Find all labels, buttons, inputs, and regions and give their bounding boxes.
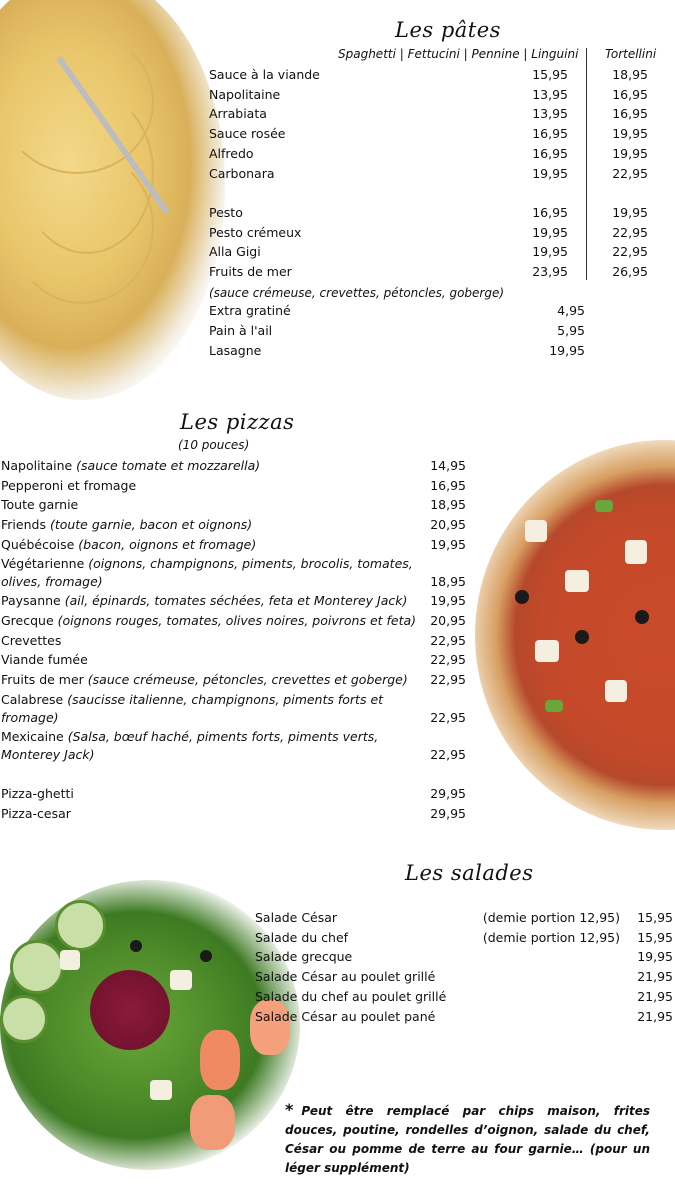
item-price: 19,95 <box>430 537 466 552</box>
item-name: Salade grecque <box>255 949 353 964</box>
item-name: Friends <box>1 517 46 532</box>
item-price: 20,95 <box>430 517 466 532</box>
item-price: 23,95 <box>532 264 568 279</box>
item-name: Salade du chef au poulet grillé <box>255 989 447 1004</box>
item-price: 19,95 <box>549 343 585 358</box>
item-description: (bacon, oignons et fromage) <box>78 537 257 552</box>
item-description: (sauce crémeuse, pétoncles, crevettes et goberge) <box>87 672 408 687</box>
item-name: Québécoise <box>1 537 75 552</box>
item-price: 13,95 <box>532 106 568 121</box>
item-price: 19,95 <box>612 205 648 220</box>
item-price: 15,95 <box>532 67 568 82</box>
item-price: 16,95 <box>532 146 568 161</box>
pasta-col2-header: Tortellini <box>605 47 657 61</box>
item-description-cont: Monterey Jack) <box>1 747 95 762</box>
footnote <box>285 1100 650 1178</box>
item-price: 22,95 <box>430 672 466 687</box>
item-name: Pizza-ghetti <box>1 786 74 801</box>
item-name: Grecque <box>1 613 54 628</box>
item-name: Lasagne <box>209 343 262 358</box>
item-price: 19,95 <box>612 146 648 161</box>
item-price: 4,95 <box>557 303 585 318</box>
item-price: 22,95 <box>430 652 466 667</box>
item-name: Salade César <box>255 910 338 925</box>
item-description-cont: olives, fromage) <box>1 574 103 589</box>
item-description: (ail, épinards, tomates séchées, feta et Monterey Jack) <box>64 593 408 608</box>
item-name: Calabrese <box>1 692 64 707</box>
item-name: Pain à l'ail <box>209 323 273 338</box>
item-name: Salade César au poulet pané <box>255 1009 436 1024</box>
half-portion-price: (demie portion 12,95) <box>482 930 620 945</box>
pasta-plate-image <box>0 0 225 400</box>
footnote-star: * <box>285 1100 294 1119</box>
item-price: 26,95 <box>612 264 648 279</box>
item-price: 13,95 <box>532 87 568 102</box>
item-price: 16,95 <box>612 106 648 121</box>
item-price: 22,95 <box>612 244 648 259</box>
item-description-cont: fromage) <box>1 710 59 725</box>
item-price: 22,95 <box>612 225 648 240</box>
item-price: 21,95 <box>637 989 673 1004</box>
pizza-image <box>475 440 675 830</box>
item-price: 19,95 <box>532 225 568 240</box>
item-price: 14,95 <box>430 458 466 473</box>
item-name: Extra gratiné <box>209 303 291 318</box>
item-name: Sauce rosée <box>209 126 286 141</box>
item-price: 18,95 <box>430 497 466 512</box>
footnote-text: Peut être remplacé par chips maison, frites douces, poutine, rondelles d’oignon, salade du chef, César ou pomme de terre au four garnie… (pour un léger supplément) <box>285 1104 650 1175</box>
item-price: 20,95 <box>430 613 466 628</box>
item-price: 19,95 <box>637 949 673 964</box>
pizza-subtitle: (10 pouces) <box>178 438 250 452</box>
item-price: 15,95 <box>637 930 673 945</box>
item-price: 19,95 <box>532 244 568 259</box>
column-divider <box>586 48 587 280</box>
item-price: 16,95 <box>430 478 466 493</box>
pizza-title: Les pizzas <box>180 410 295 434</box>
item-name: Sauce à la viande <box>209 67 320 82</box>
salads-title: Les salades <box>405 861 534 885</box>
item-name: Crevettes <box>1 633 62 648</box>
item-price: 19,95 <box>430 593 466 608</box>
item-price: 22,95 <box>612 166 648 181</box>
item-price: 18,95 <box>430 574 466 589</box>
pasta-title: Les pâtes <box>395 18 501 42</box>
item-name: Pesto <box>209 205 243 220</box>
item-description: (Salsa, bœuf haché, piments forts, piments verts, <box>67 729 379 744</box>
item-price: 22,95 <box>430 747 466 762</box>
item-price: 18,95 <box>612 67 648 82</box>
item-name: Viande fumée <box>1 652 88 667</box>
item-name: Paysanne <box>1 593 61 608</box>
item-name: Napolitaine <box>209 87 281 102</box>
item-name: Mexicaine <box>1 729 64 744</box>
item-name: Alfredo <box>209 146 254 161</box>
item-price: 15,95 <box>637 910 673 925</box>
item-description: (sauce tomate et mozzarella) <box>76 458 261 473</box>
pasta-col1-header: Spaghetti | Fettucini | Pennine | Linguini <box>338 47 579 61</box>
item-price: 16,95 <box>612 87 648 102</box>
item-description: (oignons, champignons, piments, brocolis, tomates, <box>88 556 413 571</box>
item-price: 16,95 <box>532 126 568 141</box>
item-name: Végétarienne <box>1 556 85 571</box>
item-description: (toute garnie, bacon et oignons) <box>49 517 253 532</box>
fruits-de-mer-note: (sauce crémeuse, crevettes, pétoncles, goberge) <box>209 286 505 300</box>
item-name: Toute garnie <box>1 497 79 512</box>
item-name: Alla Gigi <box>209 244 261 259</box>
item-name: Napolitaine <box>1 458 73 473</box>
item-price: 29,95 <box>430 806 466 821</box>
item-description: (oignons rouges, tomates, olives noires, poivrons et feta) <box>57 613 417 628</box>
item-name: Fruits de mer <box>209 264 292 279</box>
item-name: Fruits de mer <box>1 672 84 687</box>
item-price: 16,95 <box>532 205 568 220</box>
item-price: 21,95 <box>637 969 673 984</box>
item-name: Salade César au poulet grillé <box>255 969 436 984</box>
item-price: 19,95 <box>532 166 568 181</box>
item-name: Carbonara <box>209 166 275 181</box>
item-name: Salade du chef <box>255 930 349 945</box>
item-price: 29,95 <box>430 786 466 801</box>
item-price: 19,95 <box>612 126 648 141</box>
item-name: Pesto crémeux <box>209 225 302 240</box>
item-name: Arrabiata <box>209 106 267 121</box>
item-price: 22,95 <box>430 633 466 648</box>
item-price: 21,95 <box>637 1009 673 1024</box>
item-price: 22,95 <box>430 710 466 725</box>
item-name: Pizza-cesar <box>1 806 71 821</box>
item-price: 5,95 <box>557 323 585 338</box>
half-portion-price: (demie portion 12,95) <box>482 910 620 925</box>
item-name: Pepperoni et fromage <box>1 478 137 493</box>
item-description: (saucisse italienne, champignons, piments forts et <box>67 692 384 707</box>
